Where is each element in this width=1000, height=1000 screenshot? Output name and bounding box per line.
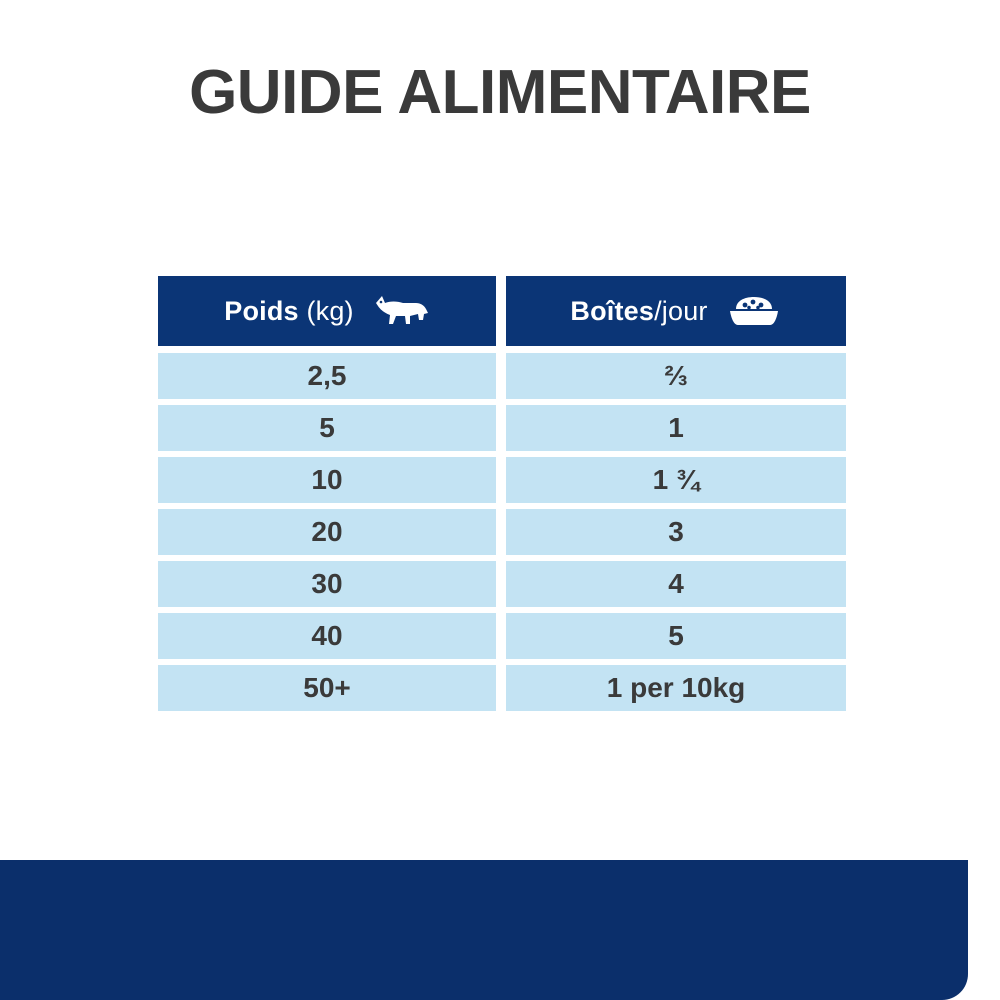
table-row <box>158 665 846 711</box>
footer-bar <box>0 860 968 1000</box>
header-cans-label: Boîtes/jour <box>570 295 708 326</box>
cell-weight: 20 <box>158 509 496 555</box>
cell-cans: ⅔ <box>506 353 846 399</box>
cell-cans: 3 <box>506 509 846 555</box>
cell-cans: 4 <box>506 561 846 607</box>
table-row <box>158 509 846 555</box>
cell-cans: 1 <box>506 405 846 451</box>
cell-cans: 1 ¾ <box>506 457 846 503</box>
header-cell-weight <box>158 276 496 346</box>
cell-weight: 50+ <box>158 665 496 711</box>
table-header-row <box>158 276 846 346</box>
food-bowl-icon <box>726 293 782 329</box>
table-row <box>158 457 846 503</box>
cell-weight: 5 <box>158 405 496 451</box>
cell-cans: 1 per 10kg <box>506 665 846 711</box>
table-row <box>158 405 846 451</box>
cell-cans: 5 <box>506 613 846 659</box>
cell-weight: 2,5 <box>158 353 496 399</box>
header-weight-label: Poids (kg) <box>224 295 354 326</box>
table-row <box>158 613 846 659</box>
table-row <box>158 353 846 399</box>
cell-weight: 30 <box>158 561 496 607</box>
feeding-guide-table <box>158 276 846 717</box>
dog-icon <box>372 294 430 328</box>
cell-weight: 10 <box>158 457 496 503</box>
page-title: GUIDE ALIMENTAIRE <box>189 58 811 127</box>
cell-weight: 40 <box>158 613 496 659</box>
header-cell-cans <box>506 276 846 346</box>
table-row <box>158 561 846 607</box>
